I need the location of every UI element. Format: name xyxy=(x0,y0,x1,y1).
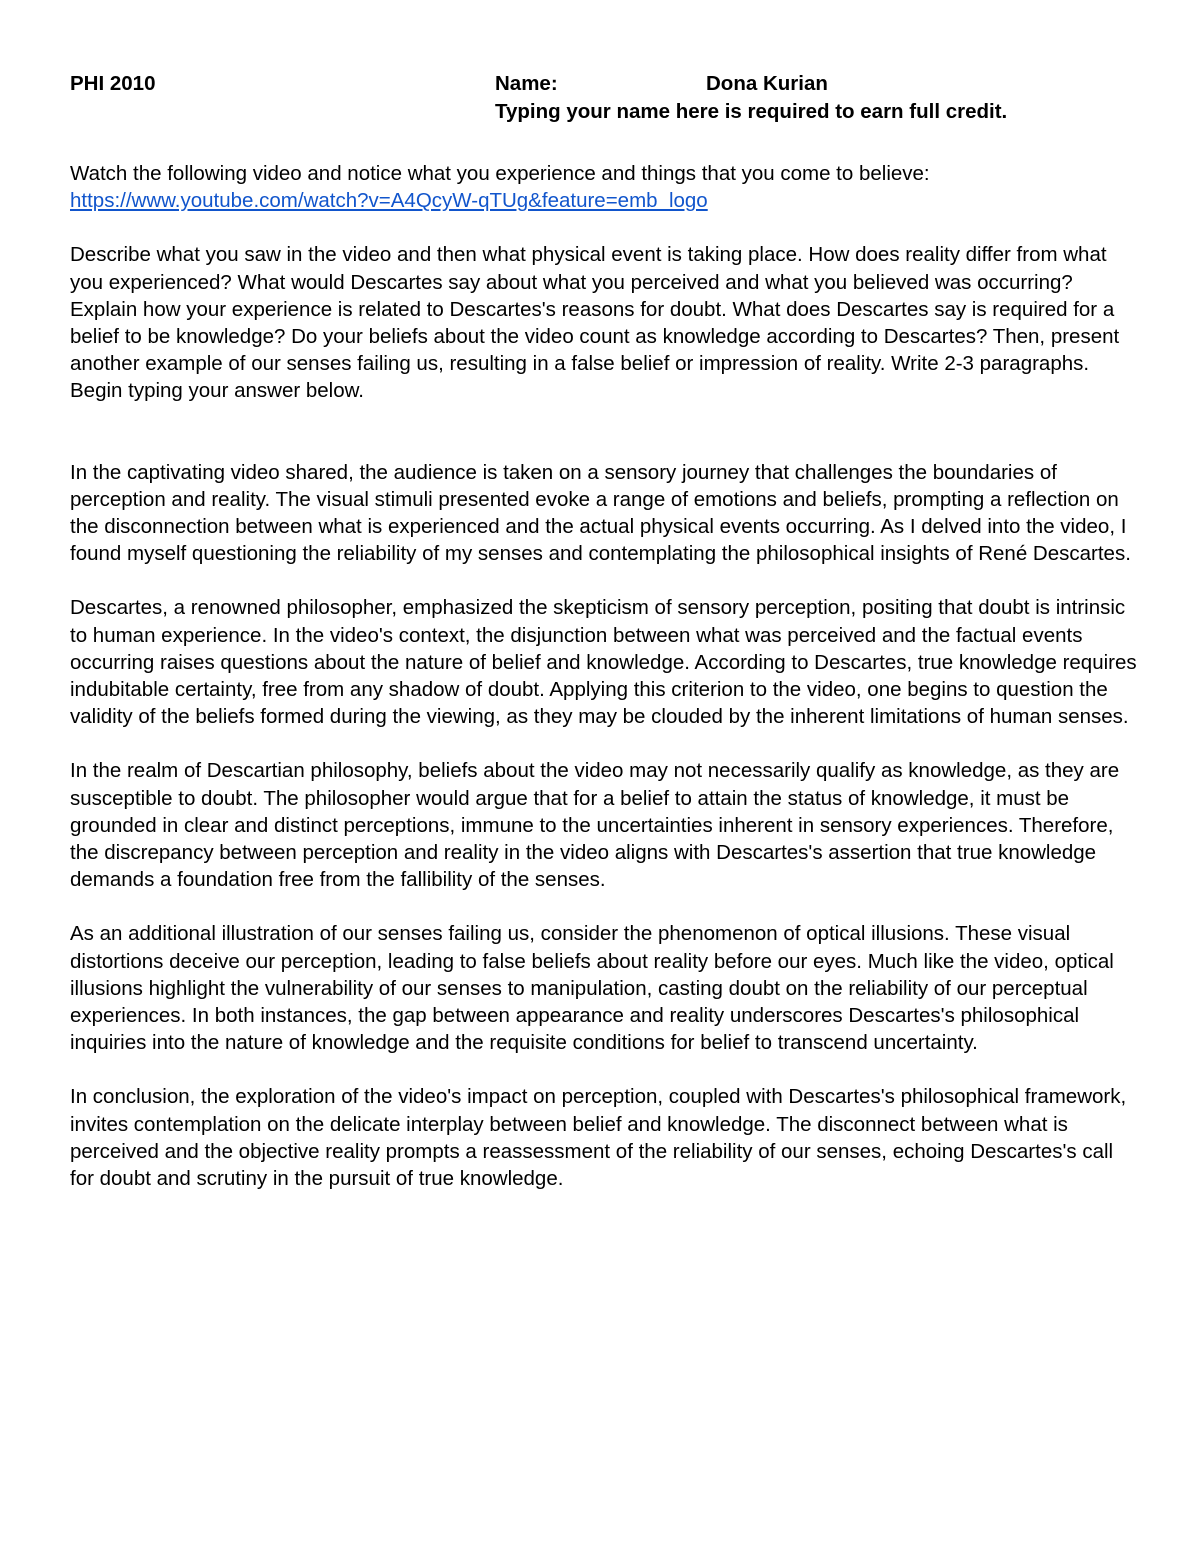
instructions-intro xyxy=(70,160,1140,214)
answer-paragraph-2: Descartes, a renowned philosopher, emphasized the skepticism of sensory perception, positing that doubt is intrinsic to human experience. In the video's context, the disjunction between what was perceived and the factual events occurring raises questions about the nature of belief and knowledge. According to Descartes, true knowledge requires indubitable certainty, free from any shadow of doubt. Applying this criterion to the video, one begins to question the validity of the beliefs formed during the viewing, as they may be clouded by the inherent limitations of human senses. xyxy=(70,596,1137,729)
video-link[interactable]: https://www.youtube.com/watch?v=A4QcyW-qTUg&feature=emb_logo xyxy=(70,189,708,213)
course-code: PHI 2010 xyxy=(70,72,156,95)
name-requirement-note: Typing your name here is required to earn full credit. xyxy=(495,100,1008,123)
answer-paragraph-5: In conclusion, the exploration of the video's impact on perception, coupled with Descartes's philosophical framework, invites contemplation on the delicate interplay between belief and knowledge. The disconnect between what is perceived and the objective reality prompts a reassessment of the reliability of our senses, echoing Descartes's call for doubt and scrutiny in the pursuit of true knowledge. xyxy=(70,1085,1127,1191)
answer-paragraph-4: As an additional illustration of our senses failing us, consider the phenomenon of optical illusions. These visual distortions deceive our perception, leading to false beliefs about reality before our eyes. Much like the video, optical illusions highlight the vulnerability of our senses to manipulation, casting doubt on the reliability of our perceptual experiences. In both instances, the gap between appearance and reality underscores Descartes's philosophical inquiries into the nature of knowledge and the requisite conditions for belief to transcend uncertainty. xyxy=(70,922,1114,1055)
student-name: Dona Kurian xyxy=(706,72,828,95)
name-label: Name: xyxy=(495,72,558,95)
answer-paragraph-1: In the captivating video shared, the audience is taken on a sensory journey that challenges the boundaries of perception and reality. The visual stimuli presented evoke a range of emotions and beliefs, prompting a reflection on the disconnection between what is experienced and the actual physical events occurring. As I delved into the video, I found myself questioning the reliability of my senses and contemplating the philosophical insights of René Descartes. xyxy=(70,460,1131,566)
document-header xyxy=(70,70,1140,130)
answer-paragraph-3: In the realm of Descartian philosophy, beliefs about the video may not necessarily qualify as knowledge, as they are susceptible to doubt. The philosopher would argue that for a belief to attain the status of knowledge, it must be grounded in clear and distinct perceptions, immune to the uncertainties inherent in sensory experiences. Therefore, the discrepancy between perception and reality in the video aligns with Descartes's assertion that true knowledge demands a foundation free from the fallibility of the senses. xyxy=(70,759,1120,892)
assignment-prompt: Describe what you saw in the video and then what physical event is taking place. How does reality differ from what you experienced? What would Descartes say about what you perceived and what you believed was occurring? Explain how your experience is related to Descartes's reasons for doubt. What does Descartes say is required for a belief to be knowledge? Do your beliefs about the video count as knowledge according to Descartes? Then, present another example of our senses failing us, resulting in a false belief or impression of reality. Write 2-3 paragraphs. Begin typing your answer below. xyxy=(70,243,1120,403)
document-page xyxy=(70,70,1140,1192)
intro-text: Watch the following video and notice what you experience and things that you come to believe: xyxy=(70,162,930,185)
